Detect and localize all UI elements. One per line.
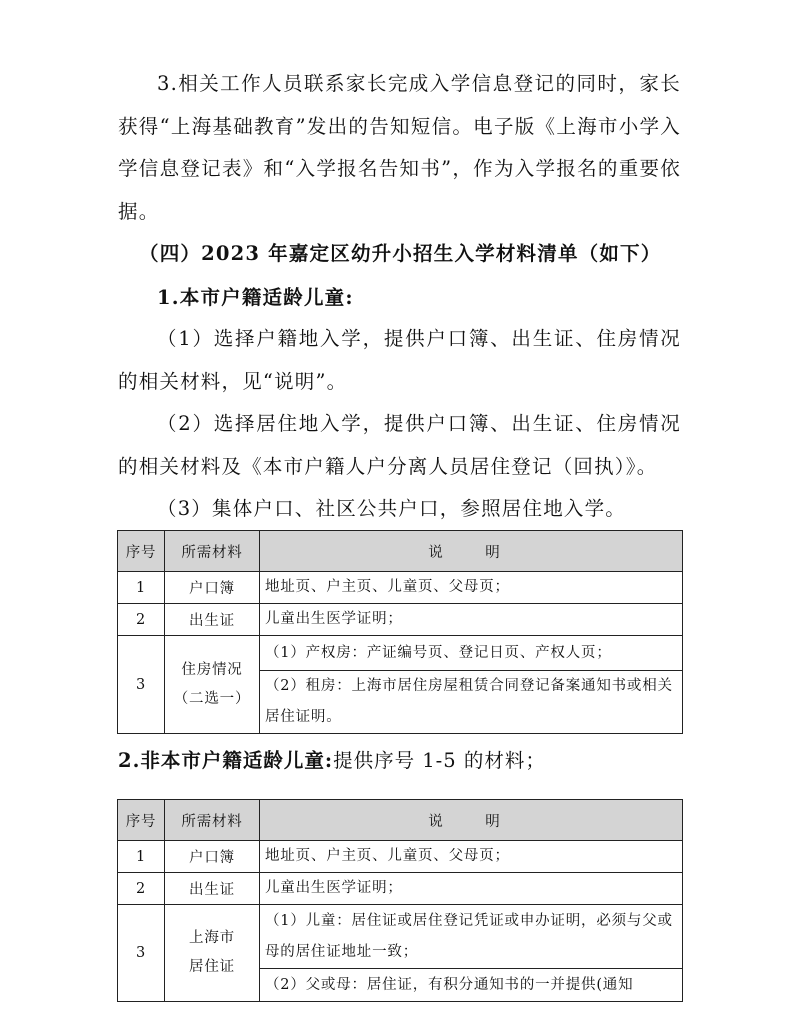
table-row (118, 604, 683, 636)
row-no: 1 (118, 572, 165, 604)
header-no: 序号 (118, 800, 165, 841)
table-header-row (118, 800, 683, 841)
header-material: 所需材料 (165, 800, 260, 841)
sub-item-1: （1）选择户籍地入学，提供户口簿、出生证、住房情况的相关材料，见“说明”。 (118, 327, 681, 393)
row-material: 出生证 (165, 604, 260, 636)
row-material (165, 636, 260, 734)
table-row (118, 572, 683, 604)
header-no: 序号 (118, 531, 165, 572)
row-desc-1: （1）产权房：产证编号页、登记日页、产权人页； (260, 636, 683, 671)
section-heading-4: （四）2023 年嘉定区幼升小招生入学材料清单（如下） (139, 242, 662, 265)
materials-table-nonlocal (117, 799, 683, 1002)
material-line-2: （二选一） (173, 690, 251, 707)
paragraph-item-3: 3.相关工作人员联系家长完成入学信息登记的同时，家长获得“上海基础教育”发出的告知短信。电子版《上海市小学入学信息登记表》和“入学报名告知书”，作为入学报名的重要依据。 (118, 72, 681, 223)
row-desc: 儿童出生医学证明； (260, 604, 683, 636)
row-no: 2 (118, 604, 165, 636)
material-line-1: 住房情况 (181, 661, 243, 678)
table-header-row (118, 531, 683, 572)
header-desc: 说 明 (260, 800, 683, 841)
row-no: 3 (118, 905, 165, 1002)
materials-table-local (117, 530, 683, 734)
header-material: 所需材料 (165, 531, 260, 572)
row-desc: 儿童出生医学证明； (260, 873, 683, 905)
table-row (118, 873, 683, 905)
table-row (118, 905, 683, 969)
row-material: 户口簿 (165, 841, 260, 873)
row-desc: 地址页、户主页、儿童页、父母页； (260, 572, 683, 604)
item-2-text: 提供序号 1-5 的材料； (333, 749, 546, 772)
row-no: 1 (118, 841, 165, 873)
item-1-heading: 1.本市户籍适龄儿童: (157, 286, 354, 309)
row-no: 3 (118, 636, 165, 734)
item-2-line (118, 745, 546, 773)
sub-item-3: （3）集体户口、社区公共户口，参照居住地入学。 (157, 497, 627, 520)
row-material (165, 905, 260, 1002)
item-2-heading: 2.非本市户籍适龄儿童: (118, 749, 334, 772)
table-row (118, 636, 683, 671)
row-material: 户口簿 (165, 572, 260, 604)
row-material: 出生证 (165, 873, 260, 905)
row-desc-2: （2）租房：上海市居住房屋租赁合同登记备案通知书或相关居住证明。 (260, 671, 683, 734)
row-desc: 地址页、户主页、儿童页、父母页； (260, 841, 683, 873)
material-line-2: 居住证 (189, 959, 235, 975)
row-desc-1: （1）儿童：居住证或居住登记凭证或申办证明，必须与父或母的居住证地址一致； (260, 905, 683, 969)
row-no: 2 (118, 873, 165, 905)
sub-item-2: （2）选择居住地入学，提供户口簿、出生证、住房情况的相关材料及《本市户籍人户分离人员居住登记（回执）》。 (118, 412, 681, 478)
table-row (118, 841, 683, 873)
header-desc: 说 明 (260, 531, 683, 572)
material-line-1: 上海市 (189, 930, 235, 946)
row-desc-2: （2）父或母：居住证，有积分通知书的一并提供(通知 (260, 969, 683, 1002)
